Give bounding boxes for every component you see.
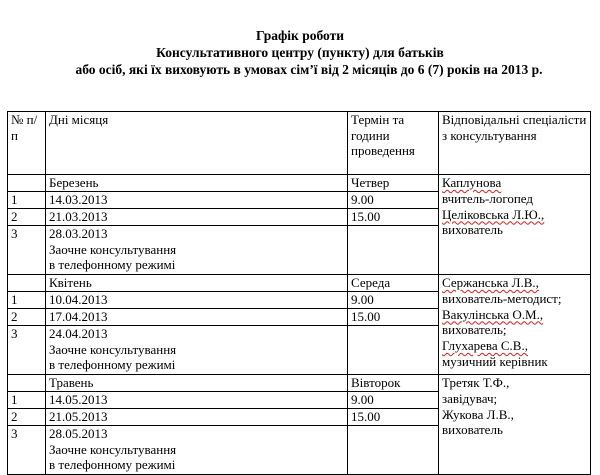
row-date: 24.04.2013 — [49, 326, 108, 341]
specialist-line: Третяк Т.Ф., — [442, 375, 510, 390]
row-time: 15.00 — [348, 309, 439, 326]
row-note: Заочне консультування — [49, 441, 177, 457]
header-number: № п/п — [8, 112, 46, 175]
specialist-line: Вакулінська О.М., — [442, 306, 544, 322]
table-cell — [8, 275, 46, 292]
specialists-cell-may — [439, 375, 591, 475]
month-row-may — [8, 375, 591, 392]
month-row-march — [8, 175, 591, 192]
specialist-line: Каплунова — [442, 175, 502, 190]
row-date: 10.04.2013 — [46, 292, 348, 309]
document-title — [0, 27, 600, 78]
month-name: Квітень — [46, 275, 348, 292]
month-row-april — [8, 275, 591, 292]
row-date: 21.05.2013 — [46, 409, 348, 426]
schedule-table — [7, 111, 591, 475]
row-time — [348, 226, 439, 275]
title-line-2: Консультативного центру (пункту) для батьків — [156, 45, 444, 60]
specialist-line: вихователь; — [442, 322, 507, 338]
weekday: Вівторок — [348, 375, 439, 392]
table-cell — [8, 375, 46, 392]
specialists-cell-march — [439, 175, 591, 275]
row-date-note — [46, 426, 348, 475]
specialist-line: вихователь — [442, 422, 503, 438]
row-note: Заочне консультування — [49, 341, 177, 357]
row-number: 1 — [8, 292, 46, 309]
row-date: 21.03.2013 — [46, 209, 348, 226]
row-number: 3 — [8, 426, 46, 475]
row-number: 3 — [8, 326, 46, 375]
specialists-cell-april — [439, 275, 591, 375]
row-note: в телефонному режимі — [49, 357, 176, 372]
row-date: 17.04.2013 — [46, 309, 348, 326]
row-time: 9.00 — [348, 292, 439, 309]
specialist-line: Целіковська Л.Ю., — [442, 206, 545, 222]
table-cell — [8, 175, 46, 192]
specialist-line: музичний керівник — [442, 353, 548, 369]
row-time: 9.00 — [348, 192, 439, 209]
month-name: Травень — [46, 375, 348, 392]
row-date: 14.05.2013 — [46, 392, 348, 409]
row-time: 15.00 — [348, 409, 439, 426]
row-note: в телефонному режимі — [49, 457, 176, 472]
row-number: 2 — [8, 309, 46, 326]
row-time: 9.00 — [348, 392, 439, 409]
month-name: Березень — [46, 175, 348, 192]
row-number: 3 — [8, 226, 46, 275]
header-days: Дні місяця — [46, 112, 348, 175]
row-time: 15.00 — [348, 209, 439, 226]
row-number: 2 — [8, 409, 46, 426]
row-note: Заочне консультування — [49, 241, 177, 257]
table-header-row — [8, 112, 591, 175]
specialist-line: Жукова Л.В., — [442, 406, 514, 422]
specialist-line: Сержанська Л.В., — [442, 275, 539, 290]
header-specialists: Відповідальні спеціалісти з консультування — [439, 112, 591, 175]
specialist-line: завідувач; — [442, 390, 498, 406]
row-note: в телефонному режимі — [49, 257, 176, 272]
row-number: 1 — [8, 392, 46, 409]
title-line-3: або осіб, які їх виховують в умовах сім’ї від 2 місяців до 6 (7) років на 2013 р. — [75, 62, 543, 77]
specialist-line: Глухарева С.В., — [442, 338, 528, 354]
row-date: 28.03.2013 — [49, 226, 108, 241]
row-date-note — [46, 326, 348, 375]
row-date-note — [46, 226, 348, 275]
row-date: 28.05.2013 — [49, 426, 108, 441]
specialist-line: вихователь — [442, 222, 503, 238]
row-time — [348, 326, 439, 375]
row-time — [348, 426, 439, 475]
specialist-line: вихователь-методист; — [442, 290, 562, 306]
row-number: 2 — [8, 209, 46, 226]
row-date: 14.03.2013 — [46, 192, 348, 209]
row-number: 1 — [8, 192, 46, 209]
weekday: Середа — [348, 275, 439, 292]
weekday: Четвер — [348, 175, 439, 192]
title-line-1: Графік роботи — [255, 28, 345, 43]
specialist-line: вчитель-логопед — [442, 190, 533, 206]
header-time: Термін та години проведення — [348, 112, 439, 175]
